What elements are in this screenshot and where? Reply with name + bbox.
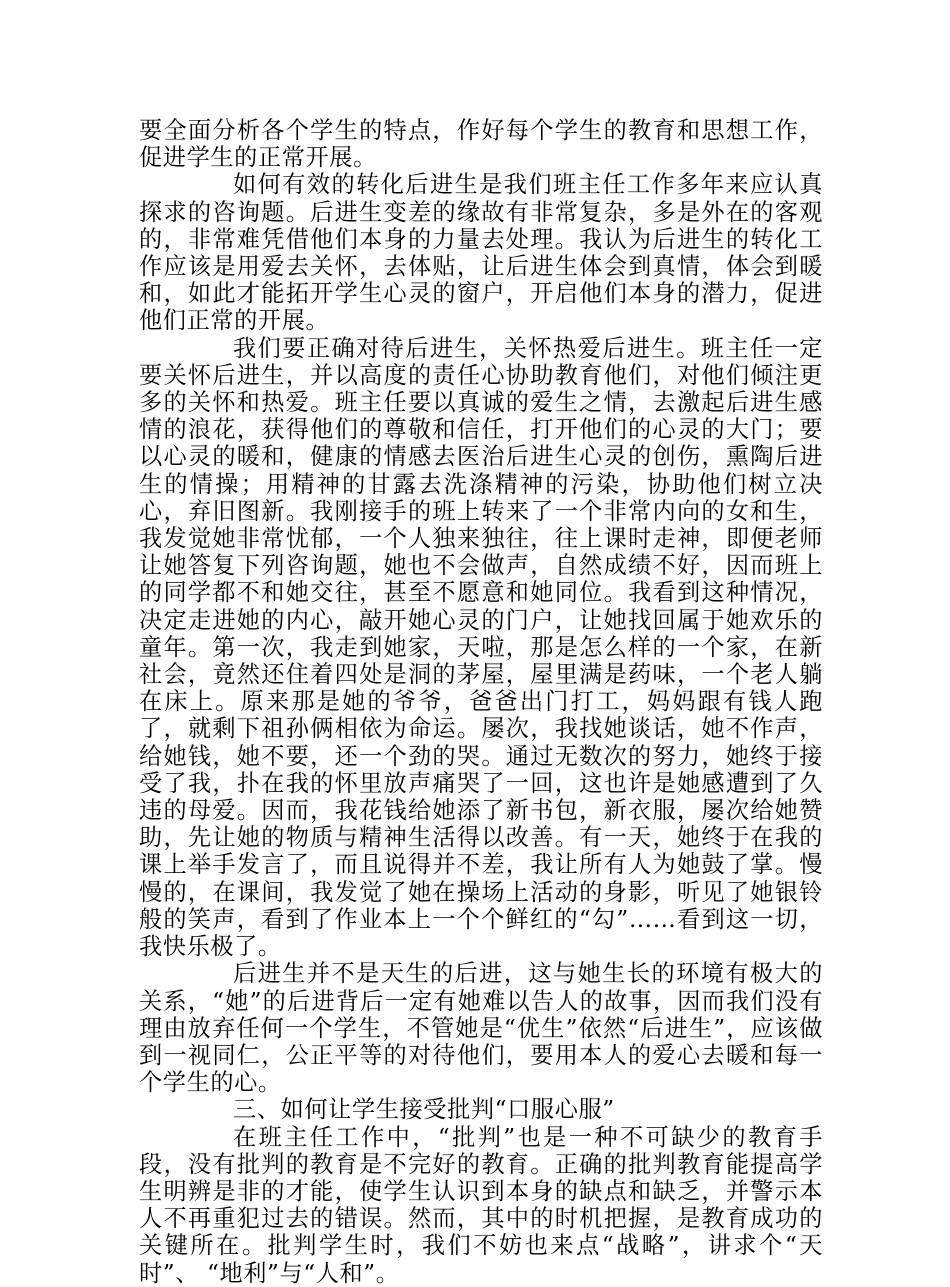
paragraph-5: 在班主任工作中，“批判”也是一种不可缺少的教育手段，没有批判的教育是不完好的教育。正确的批判教育能提高学生明辨是非的才能，使学生认识到本身的缺点和缺乏，并警示本人不再重犯过去的错误。然而，其中的时机把握，是教育成功的关键所在。批判学生时，我们不妨也来点“战略”，讲求个“天时”、 “地利”与“人和”。	[139, 1123, 823, 1287]
paragraph-4: 后进生并不是天生的后进，这与她生长的环境有极大的关系，“她”的后进背后一定有她难以告人的故事，因而我们没有理由放弃任何一个学生，不管她是“优生”依然“后进生”，应该做到一视同仁，公正平等的对待他们，要用本人的爱心去暖和每一个学生的心。	[139, 960, 823, 1097]
section-heading: 三、如何让学生接受批判“口服心服”	[233, 1096, 615, 1124]
paragraph-1: 要全面分析各个学生的特点，作好每个学生的教育和思想工作，促进学生的正常开展。	[139, 117, 823, 172]
paragraph-2: 如何有效的转化后进生是我们班主任工作多年来应认真探求的咨询题。后进生变差的缘故有非常复杂，多是外在的客观的，非常难凭借他们本身的力量去处理。我认为后进生的转化工作应该是用爱去关怀，去体贴，让后进生体会到真情，体会到暖和，如此才能拓开学生心灵的窗户，开启他们本身的潜力，促进他们正常的开展。	[139, 171, 823, 335]
paragraph-3: 我们要正确对待后进生，关怀热爱后进生。班主任一定要关怀后进生，并以高度的责任心协助教育他们，对他们倾注更多的关怀和热爱。班主任要以真诚的爱生之情，去激起后进生感情的浪花，获得他们的尊敬和信任，打开他们的心灵的大门；要以心灵的暖和，健康的情感去医治后进生心灵的创伤，熏陶后进生的情操；用精神的甘露去洗涤精神的污染，协助他们树立决心，弃旧图新。我刚接手的班上转来了一个非常内向的女和生，我发觉她非常忧郁，一个人独来独往，往上课时走神，即便老师让她答复下列咨询题，她也不会做声，自然成绩不好，因而班上的同学都不和她交往，甚至不愿意和她同位。我看到这种情况，决定走进她的内心，敲开她心灵的门户，让她找回属于她欢乐的童年。第一次，我走到她家，天啦，那是怎么样的一个家，在新社会，竟然还住着四处是洞的茅屋，屋里满是药味，一个老人躺在床上。原来那是她的爷爷，爸爸出门打工，妈妈跟有钱人跑了，就剩下祖孙俩相依为命运。屡次，我找她谈话，她不作声，给她钱，她不要，还一个劲的哭。通过无数次的努力，她终于接受了我，扑在我的怀里放声痛哭了一回，这也许是她感遭到了久违的母爱。因而，我花钱给她添了新书包，新衣服，屡次给她赞助，先让她的物质与精神生活得以改善。有一天，她终于在我的课上举手发言了，而且说得并不差，我让所有人为她鼓了掌。慢慢的，在课间，我发觉了她在操场上活动的身影，听见了她银铃般的笑声，看到了作业本上一个个鲜红的“勾”……看到这一切，我快乐极了。	[139, 334, 823, 961]
document-page	[139, 117, 823, 1287]
